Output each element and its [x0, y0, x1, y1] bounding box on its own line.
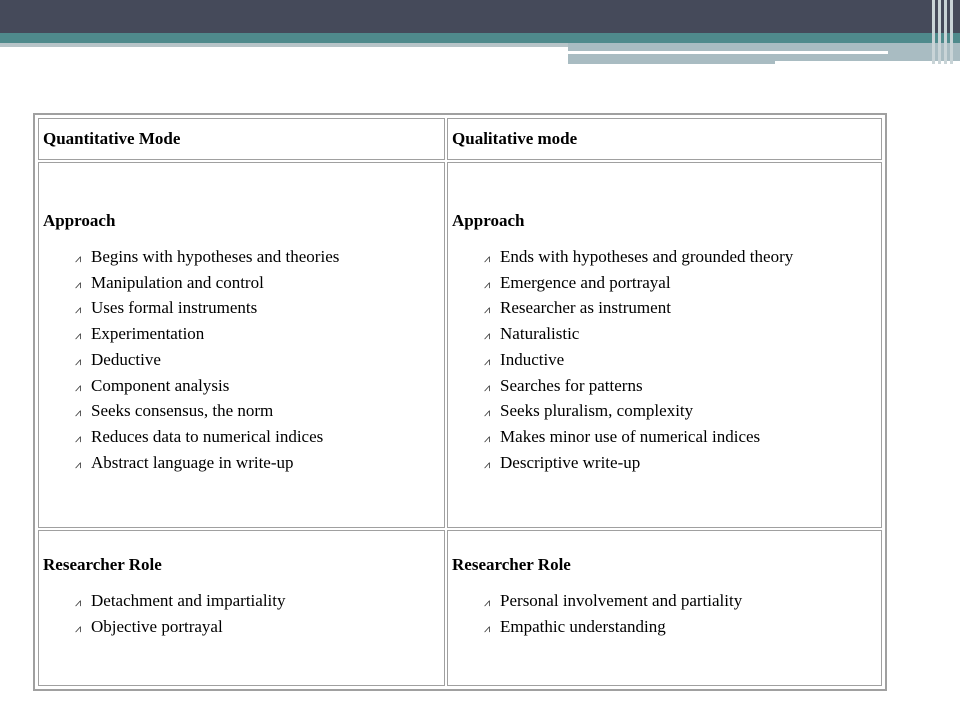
- list-item-text: Researcher as instrument: [500, 298, 671, 318]
- list-item-text: Empathic understanding: [500, 616, 666, 636]
- arrowhead-bullet-icon: ⩘: [75, 277, 82, 291]
- role-title: Researcher Role: [452, 555, 571, 574]
- slide-edge-stripes: [930, 0, 960, 64]
- arrowhead-bullet-icon: ⩘: [484, 380, 491, 394]
- arrowhead-bullet-icon: ⩘: [75, 406, 82, 420]
- researcher-role-row: [37, 529, 883, 687]
- arrowhead-bullet-icon: ⩘: [484, 431, 491, 445]
- list-item: [484, 348, 877, 374]
- list-item: [75, 348, 440, 374]
- list-item-text: Makes minor use of numerical indices: [500, 426, 761, 446]
- slide-grey-line: [0, 43, 570, 47]
- role-qualitative-list: [452, 589, 877, 640]
- arrowhead-bullet-icon: ⩘: [75, 303, 82, 317]
- list-item: [484, 296, 877, 322]
- list-item: [75, 271, 440, 297]
- arrowhead-bullet-icon: ⩘: [484, 252, 491, 265]
- arrowhead-bullet-icon: ⩘: [75, 596, 82, 609]
- list-item: [75, 374, 440, 400]
- arrowhead-bullet-icon: ⩘: [484, 303, 491, 317]
- header-qualitative: Qualitative mode: [447, 118, 882, 160]
- list-item: [75, 615, 440, 641]
- list-item: [75, 399, 440, 425]
- list-item-text: Descriptive write-up: [500, 452, 641, 472]
- arrowhead-bullet-icon: ⩘: [75, 329, 82, 343]
- list-item-text: Ends with hypotheses and grounded theory: [500, 247, 794, 266]
- approach-qualitative-cell: [447, 162, 882, 528]
- arrowhead-bullet-icon: ⩘: [484, 621, 491, 635]
- list-item-text: Component analysis: [91, 375, 230, 395]
- list-item: [75, 589, 440, 615]
- list-item-text: Emergence and portrayal: [500, 272, 671, 292]
- list-item: [484, 615, 877, 641]
- arrowhead-bullet-icon: ⩘: [75, 431, 82, 445]
- list-item: [484, 425, 877, 451]
- list-item-text: Personal involvement and partiality: [500, 591, 743, 610]
- arrowhead-bullet-icon: ⩘: [75, 354, 82, 368]
- arrowhead-bullet-icon: ⩘: [484, 354, 491, 368]
- list-item: [484, 271, 877, 297]
- list-item-text: Objective portrayal: [91, 616, 223, 636]
- role-title: Researcher Role: [43, 555, 162, 574]
- list-item: [75, 245, 440, 271]
- list-item-text: Seeks pluralism, complexity: [500, 401, 694, 421]
- approach-row: [37, 161, 883, 529]
- list-item: [484, 451, 877, 477]
- arrowhead-bullet-icon: ⩘: [484, 457, 491, 471]
- list-item-text: Inductive: [500, 349, 565, 369]
- list-item-text: Naturalistic: [500, 324, 580, 344]
- list-item: [75, 322, 440, 348]
- approach-title: Approach: [43, 211, 116, 230]
- arrowhead-bullet-icon: ⩘: [484, 277, 491, 291]
- list-item: [484, 399, 877, 425]
- approach-quantitative-cell: [38, 162, 445, 528]
- approach-title: Approach: [452, 211, 525, 230]
- list-item-text: Uses formal instruments: [91, 298, 258, 318]
- list-item-text: Deductive: [91, 349, 161, 369]
- slide-top-bar: [0, 0, 960, 33]
- list-item-text: Experimentation: [91, 324, 205, 344]
- list-item: [75, 296, 440, 322]
- arrowhead-bullet-icon: ⩘: [484, 329, 491, 343]
- list-item-text: Detachment and impartiality: [91, 591, 286, 610]
- header-quantitative: Quantitative Mode: [38, 118, 445, 160]
- arrowhead-bullet-icon: ⩘: [484, 406, 491, 420]
- list-item: [484, 245, 877, 271]
- approach-qualitative-list: [452, 245, 877, 476]
- arrowhead-bullet-icon: ⩘: [484, 596, 491, 609]
- list-item: [484, 322, 877, 348]
- arrowhead-bullet-icon: ⩘: [75, 457, 82, 471]
- list-item-text: Searches for patterns: [500, 375, 643, 395]
- list-item: [75, 425, 440, 451]
- arrowhead-bullet-icon: ⩘: [75, 252, 82, 265]
- list-item: [75, 451, 440, 477]
- list-item-text: Reduces data to numerical indices: [91, 426, 324, 446]
- arrowhead-bullet-icon: ⩘: [75, 380, 82, 394]
- role-quantitative-list: [43, 589, 440, 640]
- comparison-table: [33, 113, 887, 691]
- list-item-text: Begins with hypotheses and theories: [91, 247, 340, 266]
- list-item-text: Manipulation and control: [91, 272, 264, 292]
- list-item-text: Abstract language in write-up: [91, 452, 294, 472]
- list-item-text: Seeks consensus, the norm: [91, 401, 274, 421]
- list-item: [484, 374, 877, 400]
- role-quantitative-cell: [38, 530, 445, 686]
- slide-white-line: [568, 51, 888, 54]
- arrowhead-bullet-icon: ⩘: [75, 621, 82, 635]
- slide-teal-band: [0, 33, 960, 43]
- table-header-row: [37, 117, 883, 161]
- approach-quantitative-list: [43, 245, 440, 476]
- role-qualitative-cell: [447, 530, 882, 686]
- list-item: [484, 589, 877, 615]
